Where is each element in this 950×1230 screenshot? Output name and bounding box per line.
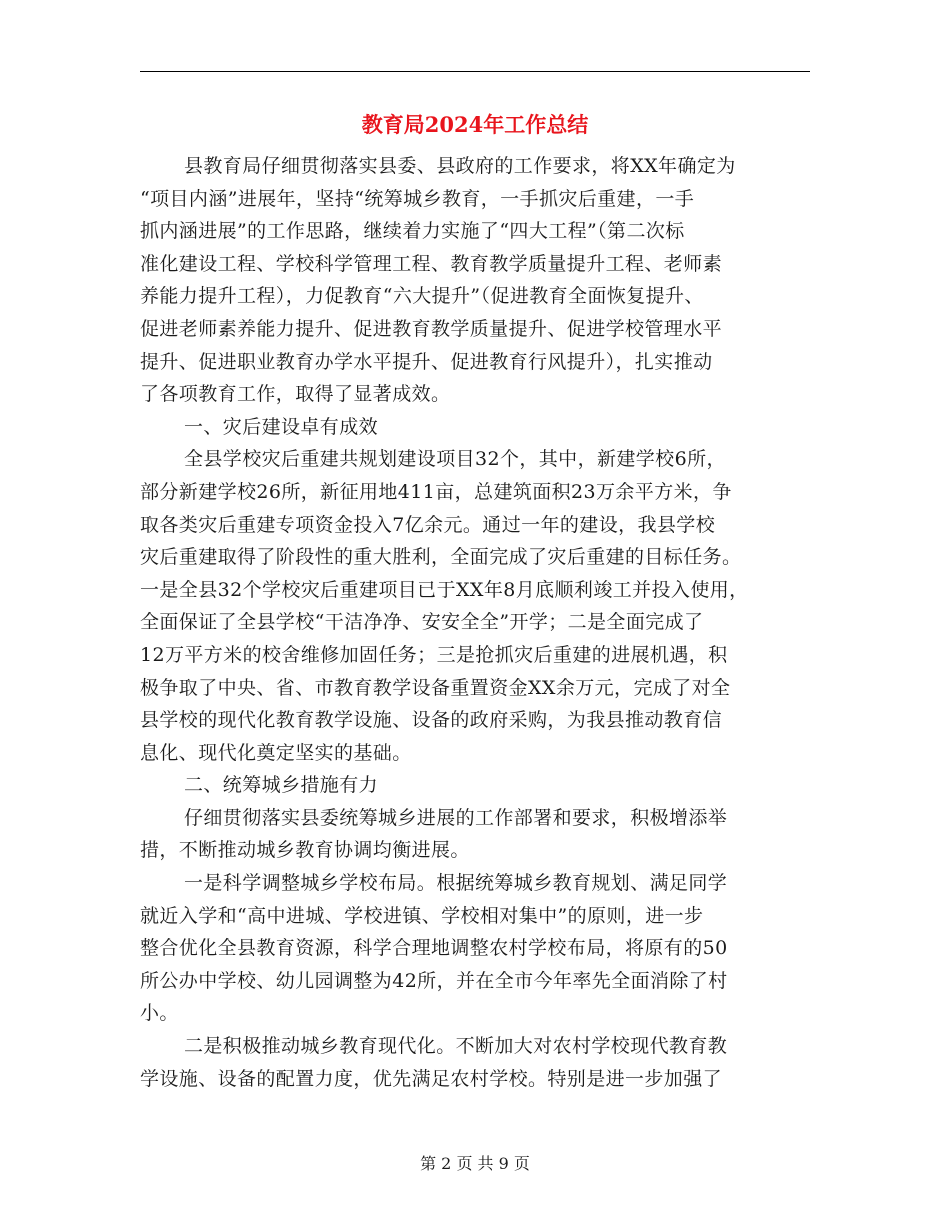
paragraph-line: 所公办中学校、幼儿园调整为42所，并在全市今年率先全面消除了村: [140, 969, 728, 992]
paragraph-line: 提升、促进职业教育办学水平提升、促进教育行风提升），扎实推动: [140, 350, 713, 373]
paragraph-line: 极争取了中央、省、市教育教学设备重置资金XX余万元，完成了对全: [140, 676, 731, 699]
document-body: [140, 150, 830, 1095]
paragraph-line: 取各类灾后重建专项资金投入7亿余元。通过一年的建设，我县学校: [140, 513, 716, 536]
paragraph-line: 仔细贯彻落实县委统筹城乡进展的工作部署和要求，积极增添举: [184, 806, 728, 829]
paragraph-line: 了各项教育工作，取得了显著成效。: [140, 383, 451, 406]
paragraph-line: “项目内涵”进展年，坚持“统筹城乡教育，一手抓灾后重建，一手: [140, 187, 695, 210]
paragraph-line: 全面保证了全县学校“干洁净净、安安全全”开学；二是全面完成了: [140, 611, 704, 634]
paragraph-line: 一是全县32个学校灾后重建项目已于XX年8月底顺利竣工并投入使用，: [140, 578, 749, 601]
paragraph-line: 一是科学调整城乡学校布局。根据统筹城乡教育规划、满足同学: [184, 872, 728, 895]
paragraph-line: 灾后重建取得了阶段性的重大胜利，全面完成了灾后重建的目标任务。: [140, 546, 742, 569]
page-number-footer: 第 2 页 共 9 页: [420, 1154, 530, 1173]
paragraph-line: 学设施、设备的配置力度，优先满足农村学校。特别是进一步加强了: [140, 1067, 723, 1090]
paragraph-line: 抓内涵进展”的工作思路，继续着力实施了“四大工程”（第二次标: [140, 220, 685, 243]
paragraph-line: 12万平方米的校舍维修加固任务；三是抢抓灾后重建的进展机遇，积: [140, 643, 728, 666]
paragraph-line: 措，不断推动城乡教育协调均衡进展。: [140, 839, 470, 862]
paragraph-line: 促进老师素养能力提升、促进教育教学质量提升、促进学校管理水平: [140, 317, 723, 340]
paragraph-line: 县学校的现代化教育教学设施、设备的政府采购，为我县推动教育信: [140, 709, 723, 732]
paragraph-line: 部分新建学校26所，新征用地411亩，总建筑面积23万余平方米，争: [140, 480, 732, 503]
paragraph-line: 就近入学和“高中进城、学校进镇、学校相对集中”的原则，进一步: [140, 904, 704, 927]
paragraph-line: 小。: [140, 1002, 179, 1025]
paragraph-line: 县教育局仔细贯彻落实县委、县政府的工作要求，将XX年确定为: [184, 155, 736, 177]
paragraph-line: 全县学校灾后重建共规划建设项目32个，其中，新建学校6所，: [184, 448, 726, 471]
paragraph-line: 准化建设工程、学校科学管理工程、教育教学质量提升工程、老师素: [140, 252, 723, 275]
document-title: 教育局2024年工作总结: [361, 112, 589, 137]
paragraph-line: 整合优化全县教育资源，科学合理地调整农村学校布局，将原有的50: [140, 937, 728, 960]
paragraph-line: 二是积极推动城乡教育现代化。不断加大对农村学校现代教育教: [184, 1035, 728, 1058]
section-heading: 一、灾后建设卓有成效: [184, 415, 379, 438]
section-heading: 二、统筹城乡措施有力: [184, 774, 379, 797]
paragraph-line: 养能力提升工程），力促教育“六大提升”（促进教育全面恢复提升、: [140, 285, 704, 308]
header-rule: [140, 71, 810, 72]
paragraph-line: 息化、现代化奠定坚实的基础。: [140, 741, 412, 764]
